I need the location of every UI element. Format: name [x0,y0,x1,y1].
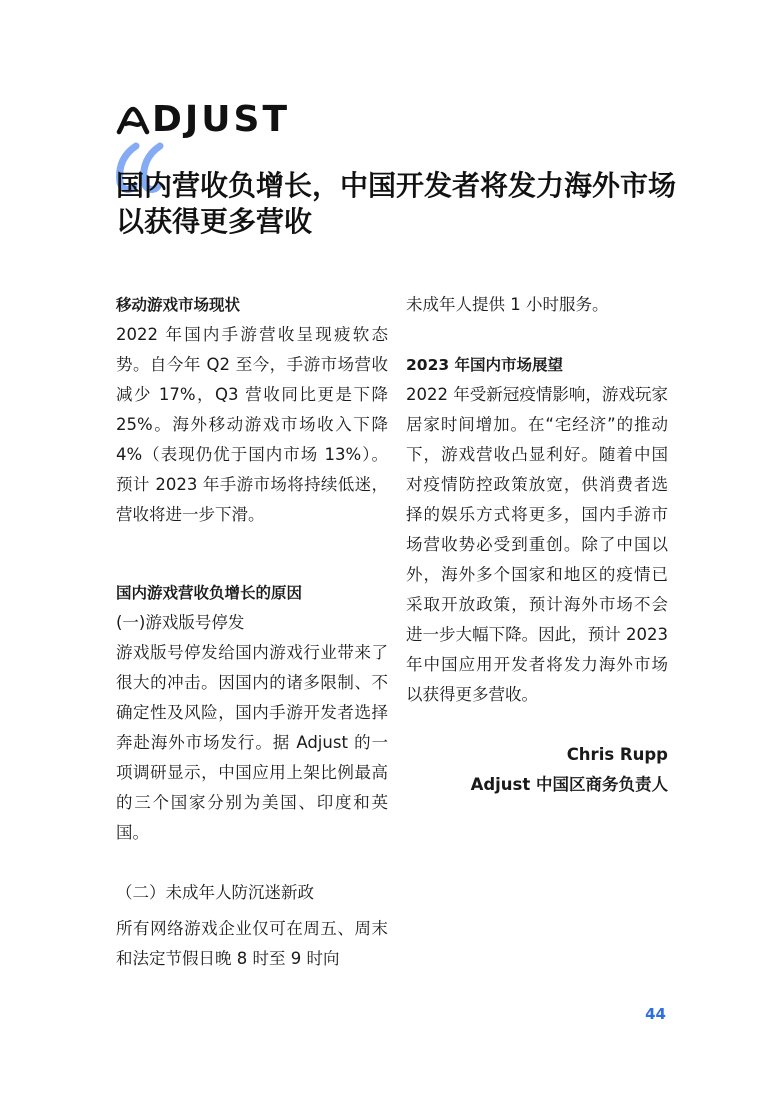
left-column [116,290,388,974]
subsection-minors-body: 所有网络游戏企业仅可在周五、周末和法定节假日晚 8 时至 9 时向 [116,919,388,968]
subsection-minors-continuation: 未成年人提供 1 小时服务。 [406,295,609,314]
page-headline: 国内营收负增长，中国开发者将发力海外市场以获得更多营收 [116,169,677,238]
subsection-license-body: 游戏版号停发给国内游戏行业带来了很大的冲击。因国内的诸多限制、不确定性及风险，国内手游开发者选择奔赴海外市场发行。据 Adjust 的一项调研显示，中国应用上架比例最高的三个国家分别为美国、印度和英国。 [116,643,388,842]
section-reasons-title: 国内游戏营收负增长的原因 [116,584,303,602]
logo-wordmark: DJUST [152,99,290,140]
section-market-status-title: 移动游戏市场现状 [116,296,241,314]
adjust-logo [116,96,290,144]
section-outlook-title: 2023 年国内市场展望 [406,356,564,374]
page-number: 44 [645,1005,666,1023]
right-column [406,290,668,800]
section-outlook-body: 2022 年受新冠疫情影响，游戏玩家居家时间增加。在“宅经济”的推动下，游戏营收凸显利好。随着中国对疫情防控政策放宽，供消费者选择的娱乐方式将更多，国内手游市场营收势必受到重创。除了中国以外，海外多个国家和地区的疫情已采取开放政策，预计海外市场不会进一步大幅下降。因此，预计 2023 年中国应用开发者将发力海外市场以获得更多营收。 [406,385,668,704]
author-name: Chris Rupp [566,745,668,764]
author-title: Adjust 中国区商务负责人 [470,775,668,794]
subsection-license-title: (一)游戏版号停发 [116,613,245,632]
section-market-status-body: 2022 年国内手游营收呈现疲软态势。自今年 Q2 至今，手游市场营收减少 17%，Q3 营收同比更是下降 25%。海外移动游戏市场收入下降 4%（表现仍优于国内市场 13%）。预计 2023 年手游市场将持续低迷，营收将进一步下滑。 [116,325,388,524]
adjust-a-mark-icon [116,105,150,135]
subsection-minors-title: （二）未成年人防沉迷新政 [116,883,314,902]
